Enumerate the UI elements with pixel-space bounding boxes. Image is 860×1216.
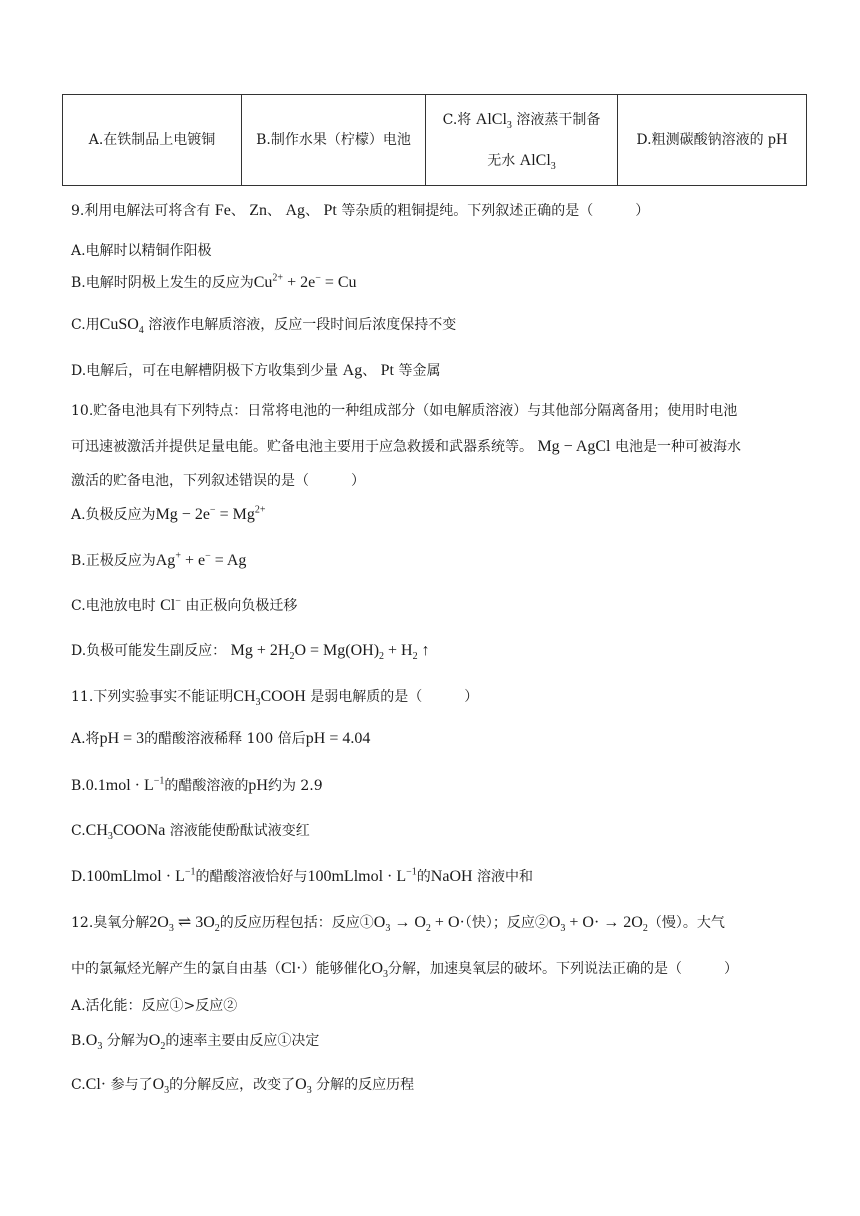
q10-line1: 10.贮备电池具有下列特点：日常将电池的一种组成部分（如电解质溶液）与其他部分隔离备用；使用时电池 (71, 403, 738, 419)
q9-option-b: B.电解时阴极上发生的反应为$Cu^{2+} + 2e^- = Cu$ (71, 272, 357, 291)
q9-option-c: C.用CuSO$_4$ 溶液作电解质溶液，反应一段时间后浓度保持不变 (71, 316, 457, 337)
option-b-text: B.制作水果（柠檬）电池 (256, 131, 411, 148)
option-c-cell (426, 95, 618, 186)
option-c-line1: C.将 AlCl$_3$ 溶液蒸干制备 (442, 110, 601, 131)
option-a-text: A.在铁制品上电镀铜 (88, 131, 216, 148)
q9-option-a: A.电解时以精铜作阳极 (71, 243, 212, 259)
q10-line3: 激活的贮备电池，下列叙述错误的是（ ） (71, 473, 365, 489)
q11-option-c: $C.CH_3COONa$ 溶液能使酚酞试液变红 (71, 822, 310, 843)
q11-stem: 11.下列实验事实不能证明$CH_3COOH$ 是弱电解质的是（ ） (71, 688, 479, 709)
q9-stem: 9.利用电解法可将含有 Fe、 Zn、 Ag、 Pt 等杂质的粗铜提纯。下列叙述正确的是（ ） (71, 202, 650, 219)
q12-option-b: $B.O_3$ 分解为$O_2$的速率主要由反应①决定 (71, 1032, 320, 1053)
q12-line1: 12.臭氧分解$2O_3$ ⇌ $3O_2$的反应历程包括：反应$①O_3 \to O_2 + O\cdot$（快）；反应$②O_3 + O\cdot \to 2O_2$（慢）。大气 (71, 914, 725, 935)
q10-option-a: A.负极反应为$Mg - 2e^- = Mg^{2+}$ (71, 504, 266, 523)
options-table (62, 94, 807, 186)
option-c-line2: 无水 AlCl$_3$ (487, 152, 556, 173)
q12-option-a: A.活化能：反应①>反应② (71, 998, 238, 1014)
option-d-cell: D.粗测碳酸钠溶液的 pH (618, 95, 807, 186)
option-b-cell (242, 95, 426, 186)
q10-option-c: C.电池放电时 Cl− 由正极向负极迁移 (71, 595, 298, 614)
q10-option-b: B.正极反应为Ag+ + e− = Ag (71, 550, 247, 569)
q11-option-d: D.100mLlmol · $L^{-1}$的醋酸溶液恰好与100mLlmol · $L^{-1}$的NaOH 溶液中和 (71, 866, 533, 885)
q11-option-b: $B.0.1mol \cdot L^{-1}$的醋酸溶液的pH约为 2.9 (71, 775, 323, 794)
q12-line2: 中的氯氟烃光解产生的氯自由基（Cl·）能够催化$O_3$分解，加速臭氧层的破坏。下列说法正确的是（ ） (71, 960, 739, 981)
q9-option-d: D.电解后，可在电解槽阴极下方收集到少量 Ag、 Pt 等金属 (71, 362, 441, 379)
q11-option-a: A.将pH = 3的醋酸溶液稀释 100 倍后pH = 4.04 (71, 730, 371, 747)
q12-option-c: C.Cl· 参与了$O_3$的分解反应，改变了$O_3$ 分解的反应历程 (71, 1076, 415, 1097)
option-a-cell (63, 95, 242, 186)
q10-line2: 可迅速被激活并提供足量电能。贮备电池主要用于应急救援和武器系统等。 Mg − AgCl 电池是一种可被海水 (71, 438, 741, 455)
q10-option-d: D.负极可能发生副反应： $Mg + 2H_2O = Mg(OH)_2 + H_2$ ↑ (71, 642, 430, 663)
